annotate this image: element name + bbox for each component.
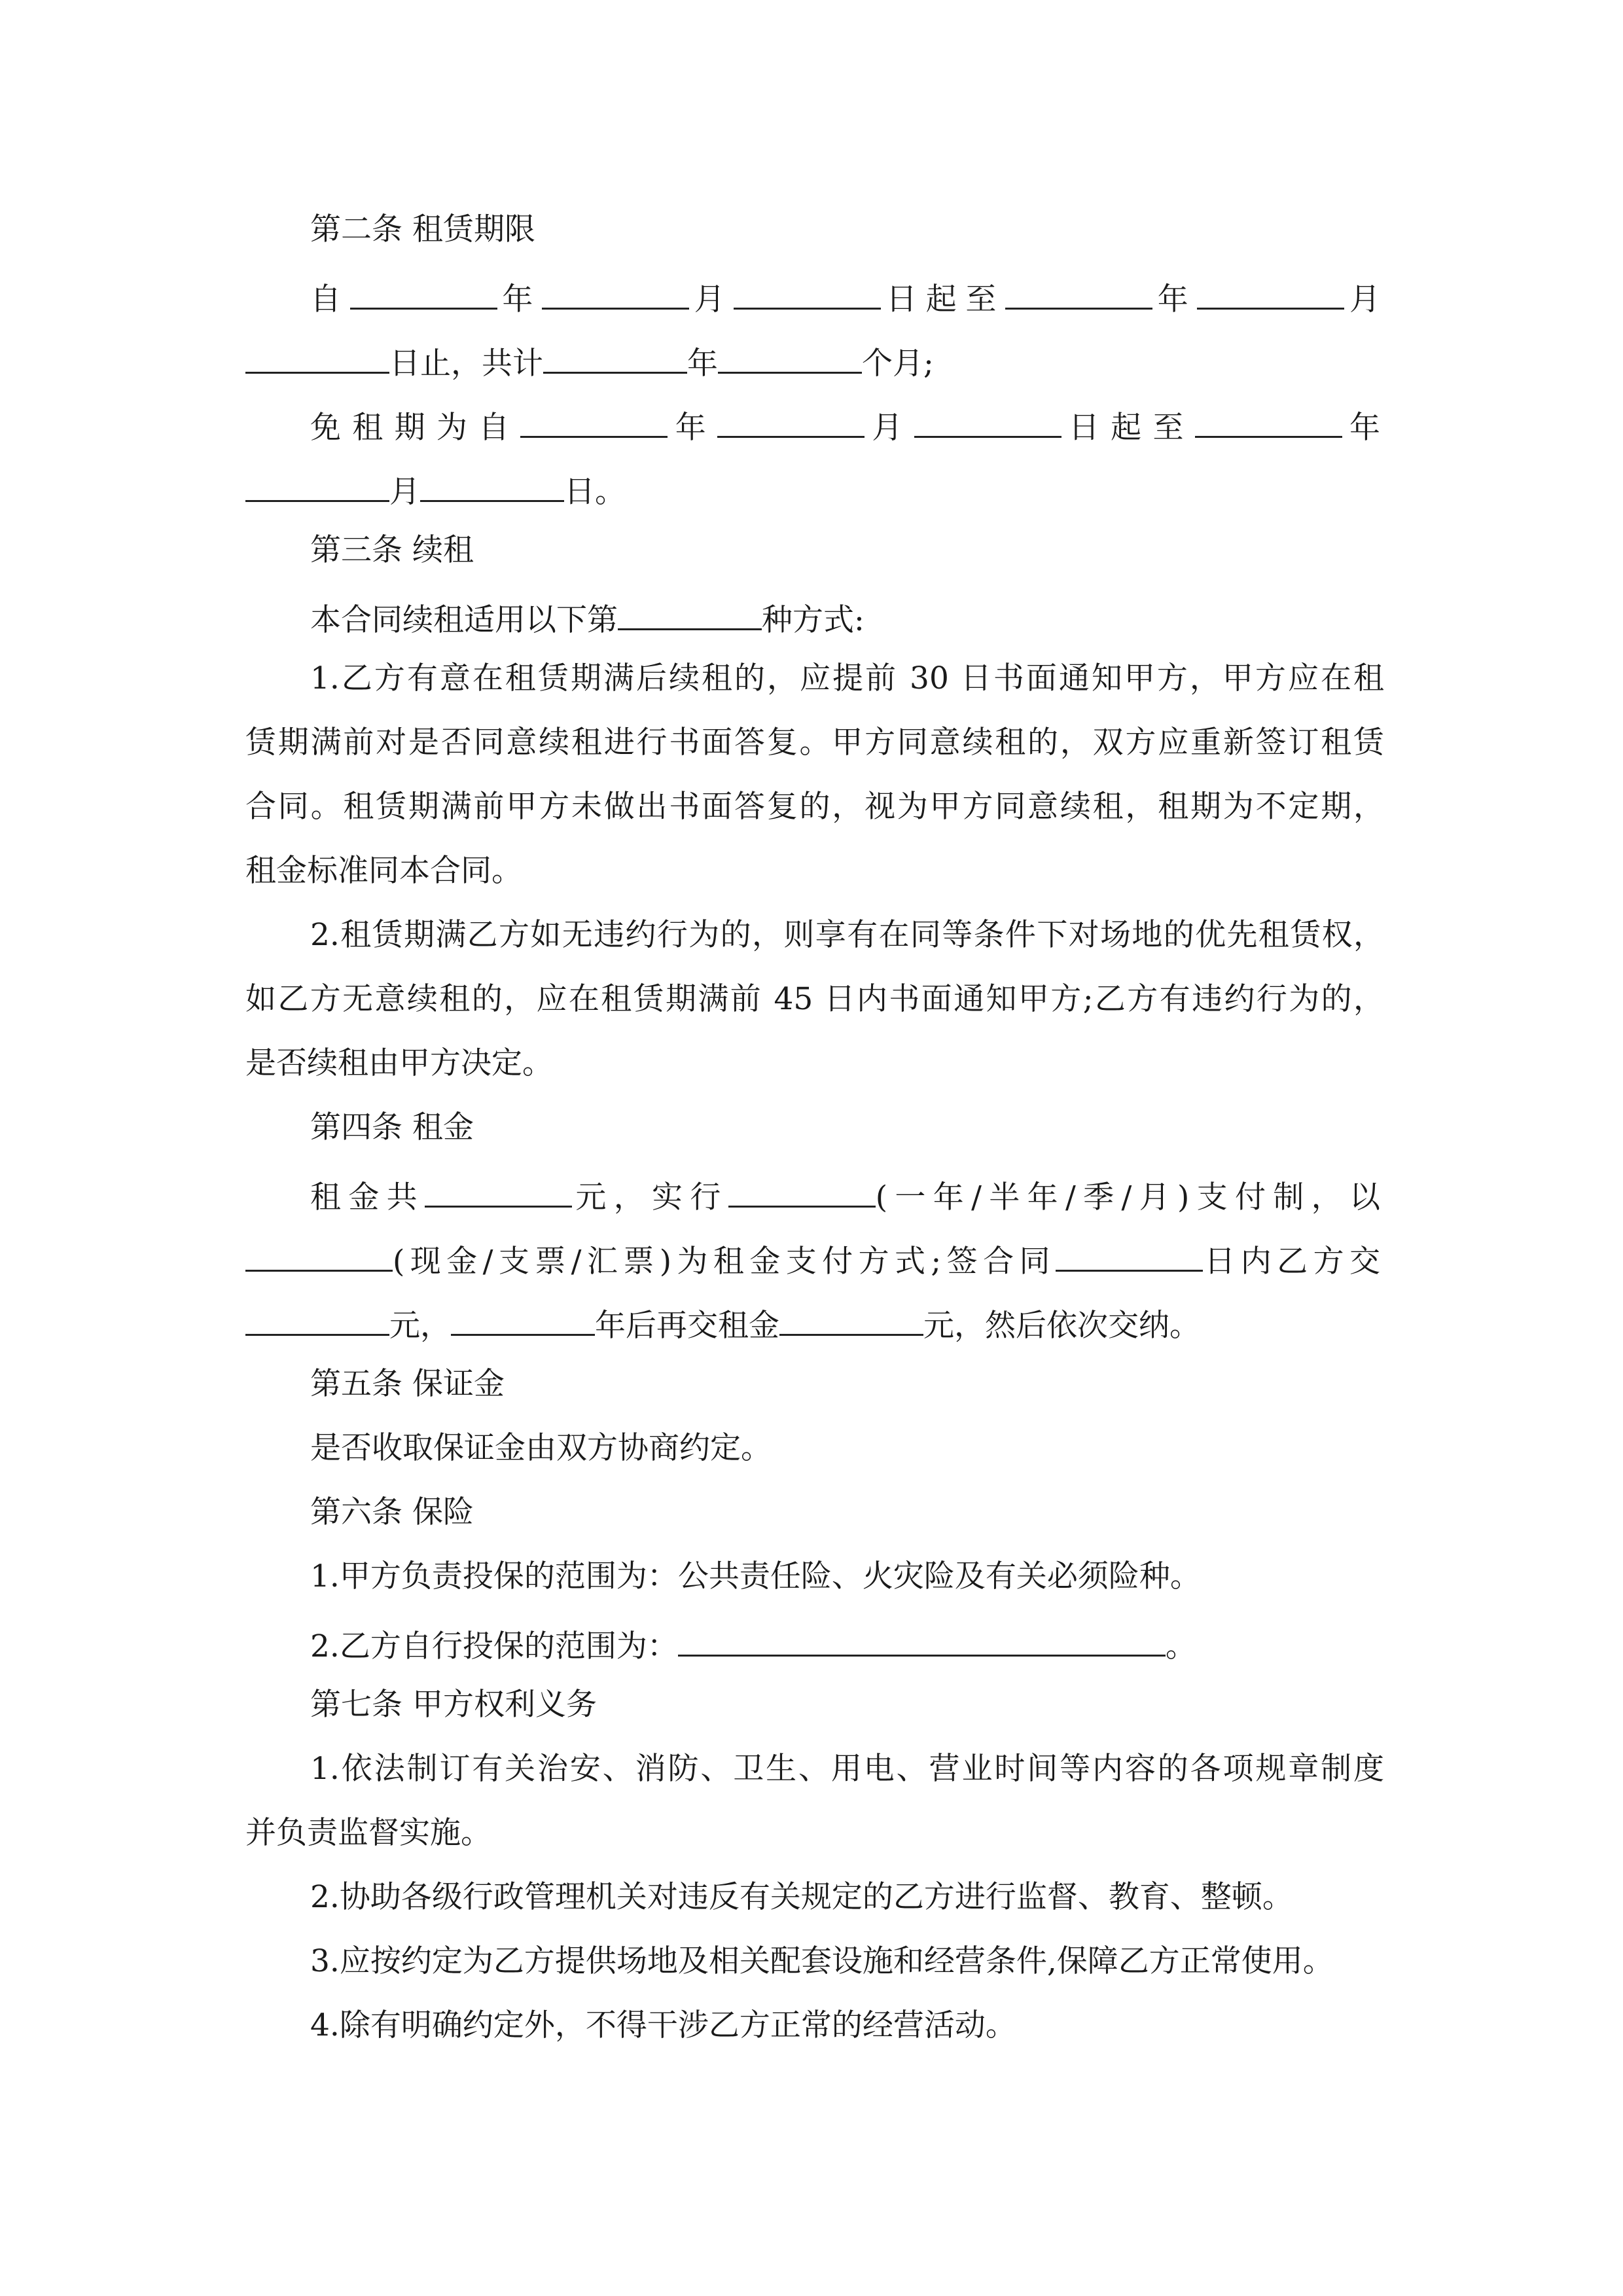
end-month-blank[interactable] (1197, 262, 1344, 310)
insurance-clause-1: 1.甲方负责投保的范围为：公共责任险、火灾险及有关必须险种。 (310, 1558, 1201, 1594)
end-day-blank[interactable] (245, 326, 389, 374)
free-start-month-blank[interactable] (717, 390, 865, 438)
article-4-heading: 第四条 租金 (310, 1109, 474, 1145)
article-2-heading: 第二条 租赁期限 (310, 211, 535, 247)
first-payment-amount-blank[interactable] (245, 1288, 389, 1336)
rent-line-2: (现金/支票/汇票)为租金支付方式;签合同 日内乙方交 (245, 1224, 1384, 1288)
landlord-duty-3: 3.应按约定为乙方提供场地及相关配套设施和经营条件,保障乙方正常使用。 (310, 1943, 1334, 1979)
payment-cycle-blank[interactable] (728, 1160, 876, 1208)
landlord-duty-1-line-2: 并负责监督实施。 (245, 1815, 491, 1851)
payment-method-blank[interactable] (245, 1224, 393, 1272)
insurance-clause-2: 2.乙方自行投保的范围为： 。 (310, 1609, 1384, 1673)
article-5-heading: 第五条 保证金 (310, 1366, 505, 1402)
landlord-duty-2: 2.协助各级行政管理机关对违反有关规定的乙方进行监督、教育、整顿。 (310, 1879, 1293, 1915)
start-day-blank[interactable] (734, 262, 881, 310)
renewal-clause-1-line-2: 赁期满前对是否同意续租进行书面答复。甲方同意续租的，双方应重新签订租赁 (245, 725, 1384, 761)
landlord-duty-4: 4.除有明确约定外，不得干涉乙方正常的经营活动。 (310, 2007, 1016, 2043)
total-months-blank[interactable] (718, 326, 862, 374)
next-payment-amount-blank[interactable] (779, 1288, 923, 1336)
free-end-year-blank[interactable] (1195, 390, 1342, 438)
renewal-clause-2-line-1: 2.租赁期满乙方如无违约行为的，则享有在同等条件下对场地的优先租赁权， (310, 917, 1384, 953)
renewal-clause-1-line-4: 租金标准同本合同。 (245, 853, 522, 889)
free-start-day-blank[interactable] (914, 390, 1061, 438)
landlord-duty-1-line-1: 1.依法制订有关治安、消防、卫生、用电、营业时间等内容的各项规章制度 (310, 1751, 1384, 1787)
renewal-clause-2-line-3: 是否续租由甲方决定。 (245, 1045, 553, 1081)
article-6-heading: 第六条 保险 (310, 1494, 474, 1530)
deposit-text: 是否收取保证金由双方协商约定。 (310, 1430, 772, 1466)
free-end-month-blank[interactable] (245, 454, 389, 502)
free-end-day-blank[interactable] (420, 454, 564, 502)
renewal-clause-1-line-1: 1.乙方有意在租赁期满后续租的，应提前 30 日书面通知甲方，甲方应在租 (310, 660, 1384, 696)
rent-total-blank[interactable] (425, 1160, 572, 1208)
rent-free-line-1: 免租期为自 年 月 日起至 年 (310, 390, 1384, 454)
total-years-blank[interactable] (543, 326, 687, 374)
rent-free-line-2: 月 日。 (245, 454, 1384, 518)
renewal-clause-2-line-2: 如乙方无意续租的，应在租赁期满前 45 日内书面通知甲方;乙方有违约行为的， (245, 981, 1384, 1017)
first-payment-days-blank[interactable] (1056, 1224, 1203, 1272)
start-year-blank[interactable] (350, 262, 497, 310)
next-payment-years-blank[interactable] (451, 1288, 595, 1336)
rent-line-3: 元， 年后再交租金 元，然后依次交纳。 (245, 1288, 1384, 1352)
start-month-blank[interactable] (542, 262, 689, 310)
free-start-year-blank[interactable] (520, 390, 668, 438)
article-3-heading: 第三条 续租 (310, 532, 474, 568)
tenant-insurance-scope-blank[interactable] (678, 1609, 1166, 1657)
end-year-blank[interactable] (1005, 262, 1152, 310)
renewal-clause-1-line-3: 合同。租赁期满前甲方未做出书面答复的，视为甲方同意续租，租期为不定期， (245, 789, 1384, 825)
lease-term-line-1: 自 年 月 日起至 年 月 (310, 262, 1384, 326)
article-7-heading: 第七条 甲方权利义务 (310, 1687, 597, 1723)
renewal-option-blank[interactable] (618, 583, 762, 630)
rent-line-1: 租金共 元，实行 (一年/半年/季/月)支付制，以 (310, 1160, 1384, 1224)
lease-term-line-2: 日止，共计 年 个月; (245, 326, 1384, 390)
renewal-intro: 本合同续租适用以下第 种方式: (310, 583, 1384, 647)
